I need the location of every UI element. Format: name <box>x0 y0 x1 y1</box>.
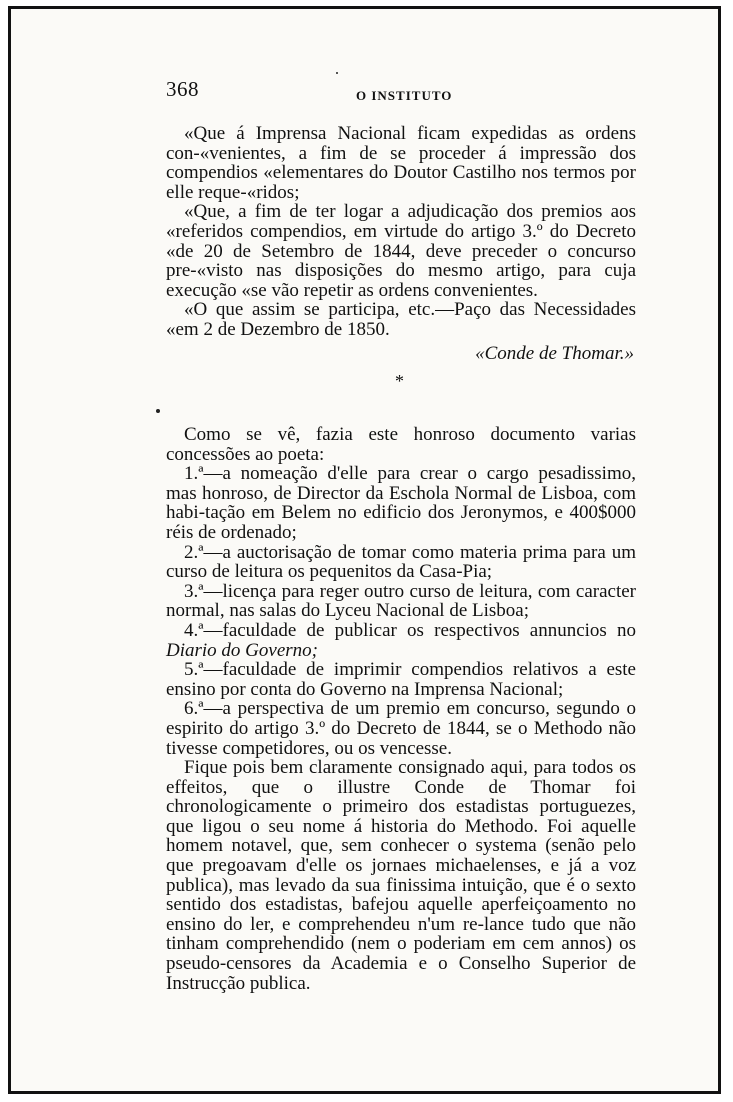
concession-item: 2.ª—a auctorisação de tomar como materia prima para um curso de leitura os pequenitos da Casa-Pia; <box>166 541 636 583</box>
item4-text: 4.ª—faculdade de publicar os respectivos annuncios no <box>184 619 636 641</box>
quote-paragraph: «O que assim se participa, etc.—Paço das Necessidades «em 2 de Dezembro de 1850. <box>166 299 636 340</box>
newspaper-title: Diario do Governo; <box>166 639 318 661</box>
ink-speck <box>336 72 338 74</box>
section-separator: * <box>395 371 404 391</box>
ink-speck <box>156 409 160 413</box>
concession-item: 5.ª—faculdade de imprimir compendios relativos a este ensino por conta do Governo na Imprensa Nacional; <box>166 659 636 700</box>
quoted-decree <box>166 124 636 363</box>
intro-paragraph: Como se vê, fazia este honroso documento varias concessões ao poeta: <box>166 424 636 465</box>
running-title: O INSTITUTO <box>356 88 453 103</box>
quote-paragraph: «Que á Imprensa Nacional ficam expedidas as ordens con-«venientes, a fim de se proceder á impressão dos compendios «elementares do Doutor Castilho nos termos por elle reque-«ridos; <box>166 123 636 203</box>
concession-item <box>166 621 636 660</box>
concession-item: 1.ª—a nomeação d'elle para crear o cargo pesadissimo, mas honroso, de Director da Eschola Normal de Lisboa, com habi-tação em Belem no edificio dos Jeronymos, e 400$000 réis de ordenado; <box>166 463 636 543</box>
concession-item: 6.ª—a perspectiva de um premio em concurso, segundo o espirito do artigo 3.º do Decreto de 1844, se o Methodo não tivesse competidores, ou os vencesse. <box>166 698 636 759</box>
concession-item: 3.ª—licença para reger outro curso de leitura, com caracter normal, nas salas do Lyceu Nacional de Lisboa; <box>166 580 636 622</box>
quote-paragraph: «Que, a fim de ter logar a adjudicação dos premios aos «referidos compendios, em virtude do artigo 3.º do Decreto «de 20 de Setembro de 1844, deve preceder o concurso pre-«visto nas disposições do mesmo artigo, para cuja execução «se vão repetir as ordens convenientes. <box>166 201 636 301</box>
page-number: 368 <box>166 77 199 101</box>
body-text <box>166 425 636 993</box>
signature: «Conde de Thomar.» <box>475 342 634 364</box>
closing-paragraph: Fique pois bem claramente consignado aqui, para todos os effeitos, que o illustre Conde de Thomar foi chronologicamente o primeiro dos estadistas portuguezes, que ligou o seu nome á historia do Methodo. Foi aquelle homem notavel, que, sem conhecer o systema (senão pelo que pregoavam d'elle os jornaes michaelenses, e já a voz publica), mas levado da sua finissima intuição, que é o sexto sentido dos estadistas, bafejou aquelle aperfeiçoamento no ensino do ler, e comprehendeu n'um re-lance tudo que não tinham comprehendido (nem o poderiam em cem annos) os pseudo-censores da Academia e o Conselho Superior de Instrucção publica. <box>166 757 636 994</box>
